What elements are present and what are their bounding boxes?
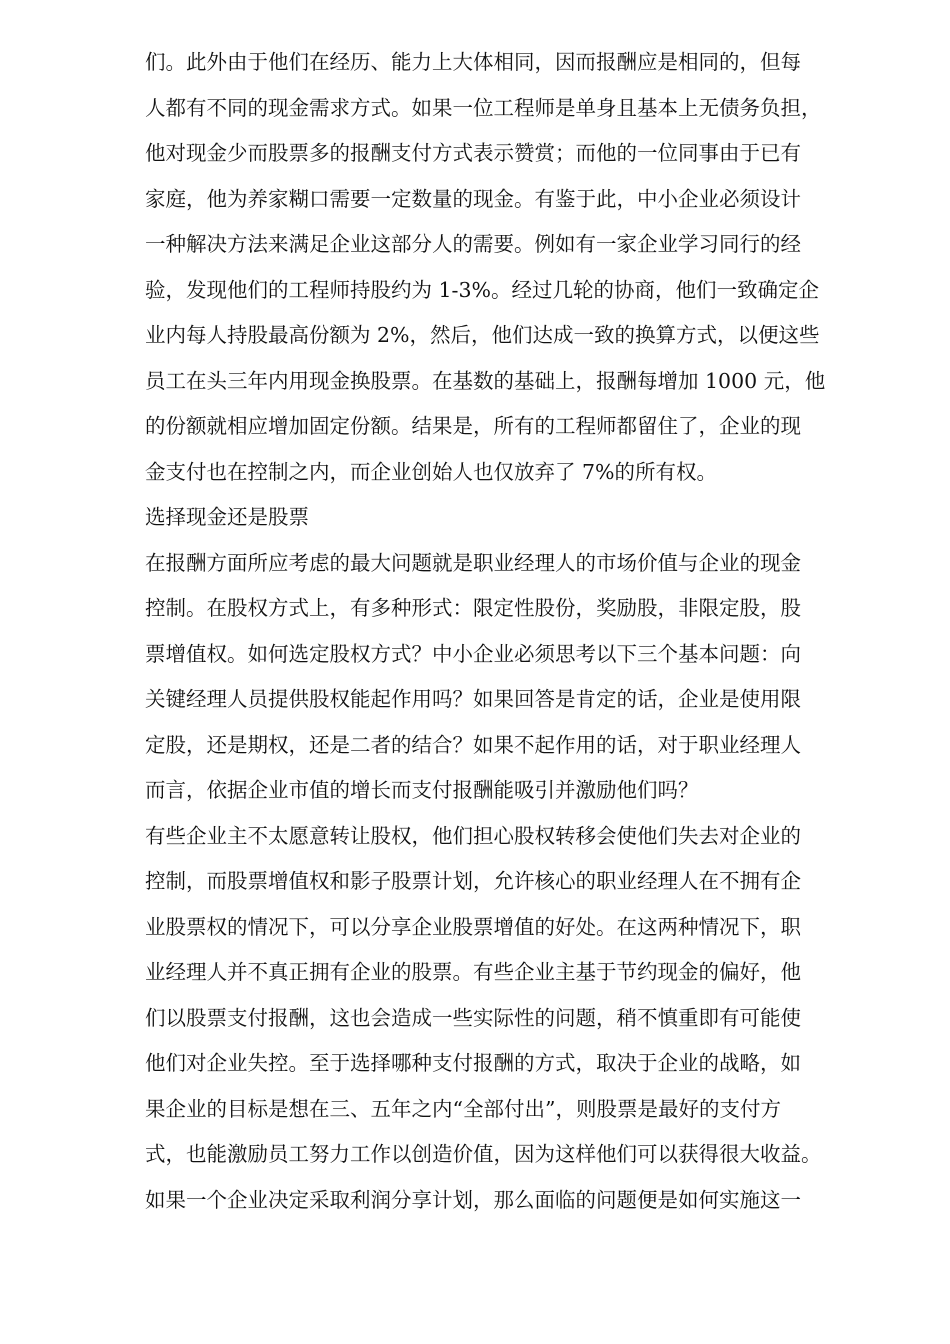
- paragraph-line: 他对现金少而股票多的报酬支付方式表示赞赏；而他的一位同事由于已有: [145, 141, 801, 165]
- paragraph-line: 员工在头三年内用现金换股票。在基数的基础上，报酬每增加 1000 元，他: [145, 368, 826, 393]
- paragraph-line: 式，也能激励员工努力工作以创造价值，因为这样他们可以获得很大收益。: [145, 1142, 822, 1166]
- paragraph-line: 金支付也在控制之内，而企业创始人也仅放弃了 7%的所有权。: [145, 459, 718, 484]
- paragraph-line: 的份额就相应增加固定份额。结果是，所有的工程师都留住了，企业的现: [145, 414, 801, 438]
- paragraph-line: 关键经理人员提供股权能起作用吗？如果回答是肯定的话，企业是使用限: [145, 687, 801, 711]
- paragraph-line: 验，发现他们的工程师持股约为 1-3%。经过几轮的协商，他们一致确定企: [145, 277, 820, 302]
- paragraph-line: 业经理人并不真正拥有企业的股票。有些企业主基于节约现金的偏好，他: [145, 960, 801, 984]
- paragraph-line: 业股票权的情况下，可以分享企业股票增值的好处。在这两种情况下，职: [145, 914, 801, 939]
- paragraph-line: 业内每人持股最高份额为 2%，然后，他们达成一致的换算方式，以便这些: [145, 323, 820, 347]
- paragraph-line: 控制。在股权方式上，有多种形式：限定性股份，奖励股，非限定股，股: [145, 596, 801, 620]
- paragraph-line: 有些企业主不太愿意转让股权，他们担心股权转移会使他们失去对企业的: [145, 823, 801, 848]
- paragraph-line: 票增值权。如何选定股权方式？中小企业必须思考以下三个基本问题：向: [145, 641, 801, 666]
- paragraph-line: 而言，依据企业市值的增长而支付报酬能吸引并激励他们吗？: [145, 778, 699, 802]
- paragraph-line: 们以股票支付报酬，这也会造成一些实际性的问题，稍不慎重即有可能使: [145, 1005, 801, 1030]
- paragraph-line: 他们对企业失控。至于选择哪种支付报酬的方式，取决于企业的战略，如: [145, 1051, 801, 1075]
- document-page: [145, 40, 880, 1223]
- paragraph-line: 家庭，他为养家糊口需要一定数量的现金。有鉴于此，中小企业必须设计: [145, 186, 801, 211]
- paragraph-line: 人都有不同的现金需求方式。如果一位工程师是单身且基本上无债务负担，: [145, 95, 822, 120]
- paragraph-line: 如果一个企业决定采取利润分享计划，那么面临的问题便是如何实施这一: [145, 1187, 801, 1212]
- section-heading: 选择现金还是股票: [145, 505, 309, 529]
- paragraph-line: 果企业的目标是想在三、五年之内“全部付出”，则股票是最好的支付方: [145, 1096, 781, 1121]
- paragraph-line: 定股，还是期权，还是二者的结合？如果不起作用的话，对于职业经理人: [145, 732, 801, 757]
- paragraph-line: 在报酬方面所应考虑的最大问题就是职业经理人的市场价值与企业的现金: [145, 550, 801, 575]
- paragraph-line: 控制，而股票增值权和影子股票计划，允许核心的职业经理人在不拥有企: [145, 869, 801, 893]
- paragraph-line: 一种解决方法来满足企业这部分人的需要。例如有一家企业学习同行的经: [145, 232, 801, 256]
- paragraph-line: 们。此外由于他们在经历、能力上大体相同，因而报酬应是相同的，但每: [145, 50, 801, 74]
